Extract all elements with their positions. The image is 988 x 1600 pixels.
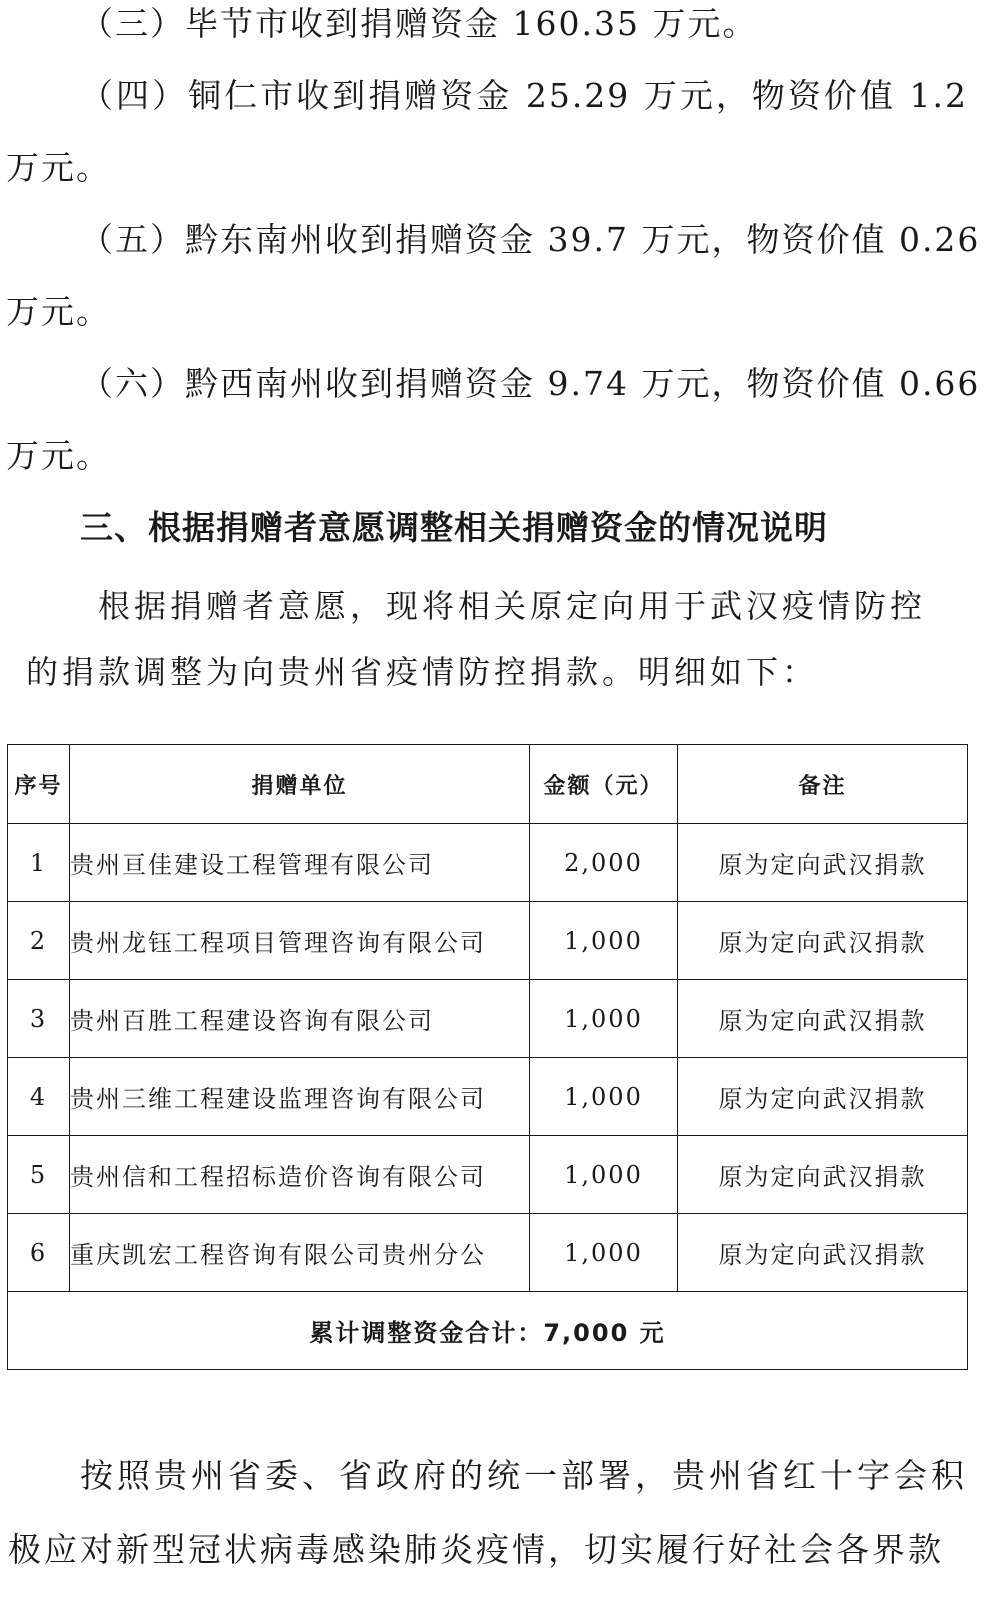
row-no: 1 [8, 824, 70, 902]
row-note: 原为定向武汉捐款 [678, 824, 968, 902]
item-qiandongnan-cont: 万元。 [6, 292, 111, 331]
row-no: 2 [8, 902, 70, 980]
section-heading: 三、根据捐赠者意愿调整相关捐赠资金的情况说明 [80, 508, 828, 547]
row-note: 原为定向武汉捐款 [678, 902, 968, 980]
row-unit: 贵州百胜工程建设咨询有限公司 [70, 980, 530, 1058]
intro-line-2: 的捐款调整为向贵州省疫情防控捐款。明细如下： [26, 653, 819, 691]
item-tongren-cont: 万元。 [6, 148, 111, 187]
row-amount: 1,000 [530, 1136, 678, 1214]
item-qianxinan-cont: 万元。 [6, 436, 111, 475]
table-row [8, 980, 968, 1058]
row-amount: 1,000 [530, 1214, 678, 1292]
row-note: 原为定向武汉捐款 [678, 1058, 968, 1136]
row-amount: 1,000 [530, 980, 678, 1058]
row-note: 原为定向武汉捐款 [678, 1214, 968, 1292]
row-amount: 1,000 [530, 902, 678, 980]
table-row [8, 824, 968, 902]
row-unit: 重庆凯宏工程咨询有限公司贵州分公 [70, 1214, 530, 1292]
item-bijie: （三）毕节市收到捐赠资金 160.35 万元。 [80, 4, 758, 43]
header-amount: 金额（元） [530, 745, 678, 824]
row-amount: 2,000 [530, 824, 678, 902]
table-row [8, 1136, 968, 1214]
row-no: 6 [8, 1214, 70, 1292]
row-no: 3 [8, 980, 70, 1058]
table-row [8, 902, 968, 980]
header-no: 序号 [8, 745, 70, 824]
table-row [8, 1214, 968, 1292]
row-unit: 贵州三维工程建设监理咨询有限公司 [70, 1058, 530, 1136]
row-no: 4 [8, 1058, 70, 1136]
closing-line-1: 按照贵州省委、省政府的统一部署，贵州省红十字会积 [80, 1456, 968, 1495]
item-qiandongnan: （五）黔东南州收到捐赠资金 39.7 万元，物资价值 0.26 [80, 220, 981, 259]
row-unit: 贵州信和工程招标造价咨询有限公司 [70, 1136, 530, 1214]
header-note: 备注 [678, 745, 968, 824]
intro-line-1: 根据捐赠者意愿，现将相关原定向用于武汉疫情防控 [98, 587, 927, 625]
header-unit: 捐赠单位 [70, 745, 530, 824]
row-unit: 贵州龙钰工程项目管理咨询有限公司 [70, 902, 530, 980]
table-total-row [8, 1292, 968, 1370]
closing-line-2: 极应对新型冠状病毒感染肺炎疫情，切实履行好社会各界款 [8, 1530, 944, 1569]
table-total: 累计调整资金合计：7,000 元 [8, 1292, 968, 1370]
row-unit: 贵州亘佳建设工程管理有限公司 [70, 824, 530, 902]
row-no: 5 [8, 1136, 70, 1214]
row-note: 原为定向武汉捐款 [678, 1136, 968, 1214]
table-header-row [8, 745, 968, 824]
row-note: 原为定向武汉捐款 [678, 980, 968, 1058]
table-row [8, 1058, 968, 1136]
item-tongren: （四）铜仁市收到捐赠资金 25.29 万元，物资价值 1.2 [80, 76, 968, 115]
donation-table [7, 744, 968, 1370]
item-qianxinan: （六）黔西南州收到捐赠资金 9.74 万元，物资价值 0.66 [80, 364, 981, 403]
row-amount: 1,000 [530, 1058, 678, 1136]
